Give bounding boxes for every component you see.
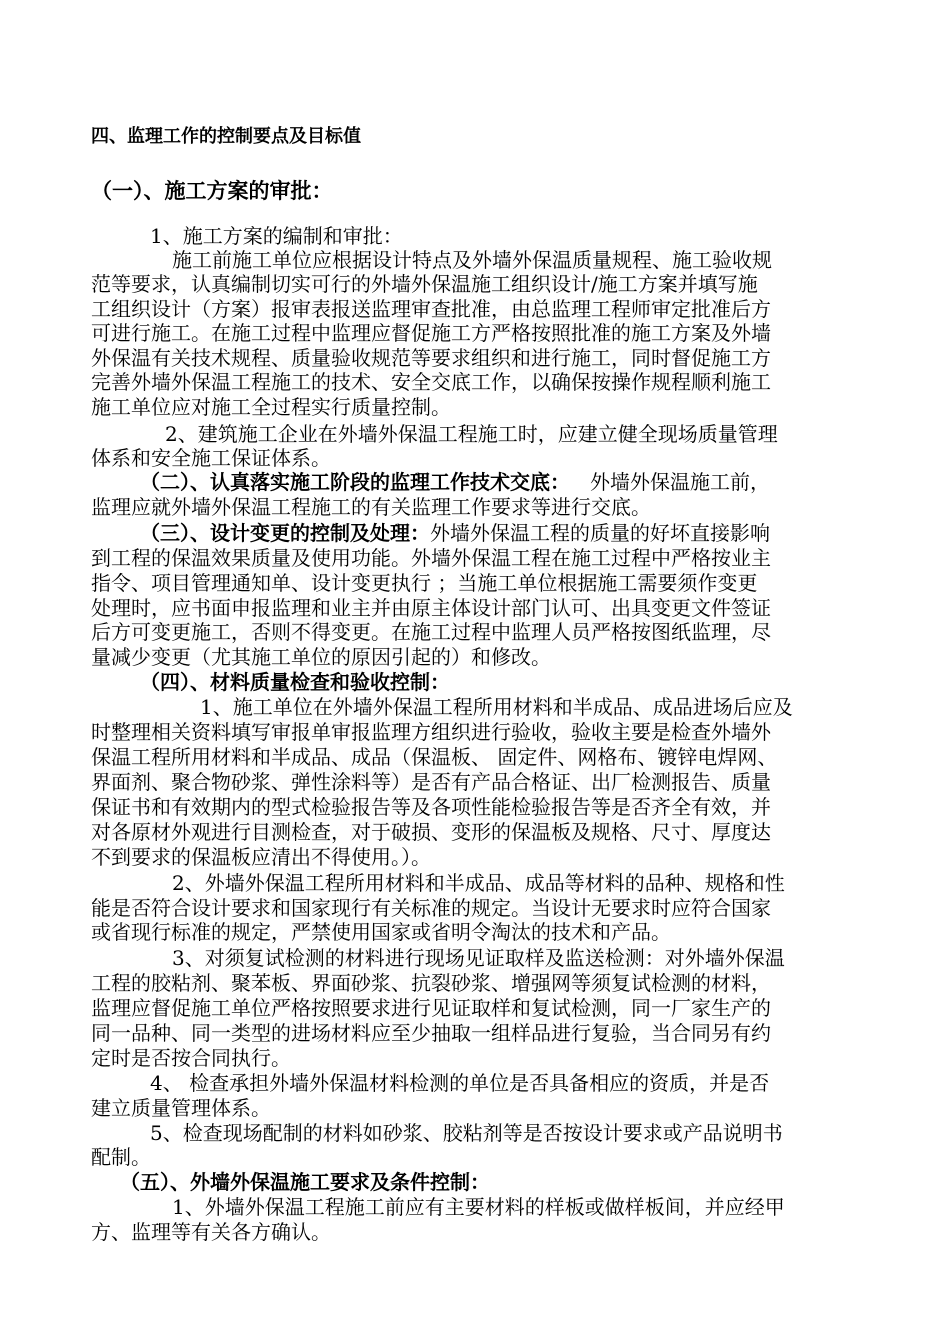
paragraph-line: 监理应督促施工单位严格按照要求进行见证取样和复试检测，同一厂家生产的 xyxy=(91,996,771,1020)
section-3-text: 外墙外保温工程的质量的好坏直接影响 xyxy=(430,521,770,545)
paragraph-line: 指令、项目管理通知单、设计变更执行 ；当施工单位根据施工需要须作变更 xyxy=(91,571,758,595)
paragraph-line: 处理时，应书面申报监理和业主并由原主体设计部门认可、出具变更文件签证 xyxy=(91,596,771,620)
paragraph-line: 不到要求的保温板应清出不得使用。）。 xyxy=(91,845,431,869)
paragraph-line: 工组织设计（方案）报审表报送监理审查批准，由总监理工程师审定批准后方 xyxy=(91,297,771,321)
paragraph-line: 方、监理等有关各方确认。 xyxy=(91,1220,331,1244)
paragraph-line: 5、检查现场配制的材料如砂浆、胶粘剂等是否按设计要求或产品说明书 xyxy=(150,1121,783,1145)
paragraph-line: 4、 检查承担外墙外保温材料检测的单位是否具备相应的资质，并是否 xyxy=(150,1071,770,1095)
paragraph-line: 保温工程所用材料和半成品、成品（保温板、 固定件、网格布、镀锌电焊网、 xyxy=(91,745,778,769)
paragraph-line: 完善外墙外保温工程施工的技术、安全交底工作，以确保按操作规程顺利施工 xyxy=(91,370,771,394)
paragraph-line: 能是否符合设计要求和国家现行有关标准的规定。当设计无要求时应符合国家 xyxy=(91,896,771,920)
paragraph-line: 或省现行标准的规定，严禁使用国家或省明令淘汰的技术和产品。 xyxy=(91,920,671,944)
paragraph-line: 2、建筑施工企业在外墙外保温工程施工时，应建立健全现场质量管理 xyxy=(165,422,778,446)
paragraph-line: 界面剂、聚合物砂浆、弹性涂料等）是否有产品合格证、出厂检测报告、质量 xyxy=(91,770,771,794)
paragraph-line: 1、施工单位在外墙外保温工程所用材料和半成品、成品进场后应及 xyxy=(200,695,793,719)
paragraph-line: 施工单位应对施工全过程实行质量控制。 xyxy=(91,395,451,419)
paragraph-line: 体系和安全施工保证体系。 xyxy=(91,446,331,470)
section-5-heading: （五）、外墙外保温施工要求及条件控制： xyxy=(120,1170,490,1194)
paragraph-line: 2、外墙外保温工程所用材料和半成品、成品等材料的品种、规格和性 xyxy=(172,871,785,895)
paragraph-line: 定时是否按合同执行。 xyxy=(91,1046,291,1070)
paragraph-line: 量减少变更（尤其施工单位的原因引起的）和修改。 xyxy=(91,645,551,669)
section-3-line xyxy=(140,521,770,545)
paragraph-line: 建立质量管理体系。 xyxy=(91,1096,271,1120)
paragraph-line: 监理应就外墙外保温工程施工的有关监理工作要求等进行交底。 xyxy=(91,495,651,519)
section-3-heading: （三）、设计变更的控制及处理： xyxy=(140,521,430,545)
section-4-heading: （四）、材料质量检查和验收控制： xyxy=(140,670,450,694)
paragraph-line: 配制。 xyxy=(91,1145,151,1169)
paragraph-line: 时整理相关资料填写审报单审报监理方组织进行验收，验收主要是检查外墙外 xyxy=(91,720,771,744)
paragraph-line: 到工程的保温效果质量及使用功能。外墙外保温工程在施工过程中严格按业主 xyxy=(91,546,771,570)
section-1-item-1-title: 1、施工方案的编制和审批： xyxy=(150,224,403,248)
paragraph-line: 同一品种、同一类型的进场材料应至少抽取一组样品进行复验，当合同另有约 xyxy=(91,1021,771,1045)
paragraph-line: 可进行施工。在施工过程中监理应督促施工方严格按照批准的施工方案及外墙 xyxy=(91,321,771,345)
section-1-heading: （一）、施工方案的审批： xyxy=(91,178,333,203)
paragraph-line: 1、外墙外保温工程施工前应有主要材料的样板或做样板间，并应经甲 xyxy=(172,1195,785,1219)
section-2-text: 外墙外保温施工前， xyxy=(590,470,770,494)
paragraph-line: 工程的胶粘剂、聚苯板、界面砂浆、抗裂砂浆、增强网等须复试检测的材料， xyxy=(91,971,771,995)
page-title: 四、监理工作的控制要点及目标值 xyxy=(91,126,361,147)
paragraph-line: 外保温有关技术规程、质量验收规范等要求组织和进行施工，同时督促施工方 xyxy=(91,346,771,370)
paragraph-line: 后方可变更施工，否则不得变更。在施工过程中监理人员严格按图纸监理，尽 xyxy=(91,620,771,644)
paragraph-line: 范等要求，认真编制切实可行的外墙外保温施工组织设计/施工方案并填写施 xyxy=(91,272,758,296)
section-2-line xyxy=(140,470,770,494)
paragraph-line: 施工前施工单位应根据设计特点及外墙外保温质量规程、施工验收规 xyxy=(172,248,772,272)
paragraph-line: 保证书和有效期内的型式检验报告等及各项性能检验报告等是否齐全有效，并 xyxy=(91,795,771,819)
paragraph-line: 对各原材外观进行目测检查，对于破损、变形的保温板及规格、尺寸、厚度达 xyxy=(91,820,771,844)
section-2-heading: （二）、认真落实施工阶段的监理工作技术交底： xyxy=(140,470,570,494)
paragraph-line: 3、对须复试检测的材料进行现场见证取样及监送检测：对外墙外保温 xyxy=(172,946,785,970)
